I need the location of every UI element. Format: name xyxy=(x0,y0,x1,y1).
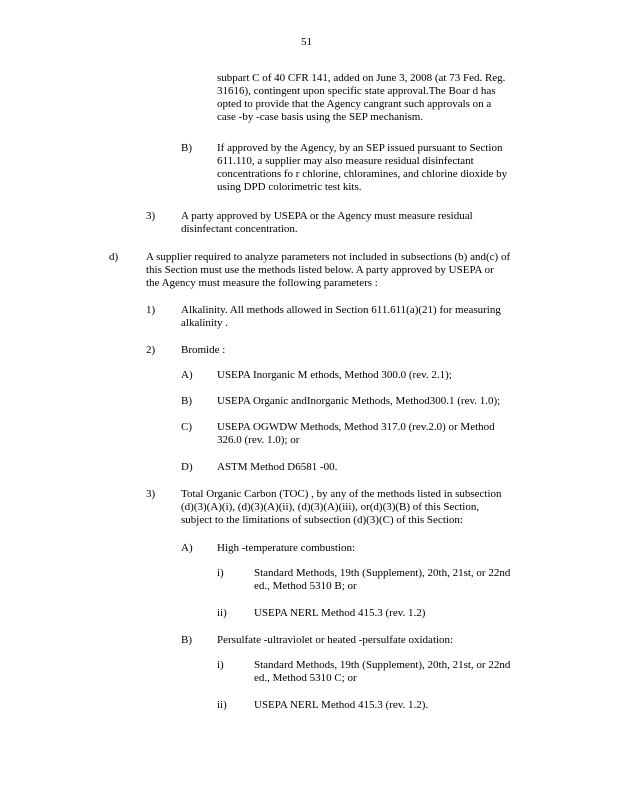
item-label: ii) xyxy=(217,699,227,711)
item-label: 3) xyxy=(146,488,156,500)
text-line: USEPA OGWDW Methods, Method 317.0 (rev.2.0) or Method xyxy=(217,421,495,433)
text-line: concentrations fo r chlorine, chloramines, and chlorine dioxide by xyxy=(217,168,508,180)
item-label: ii) xyxy=(217,607,227,619)
text-line: ed., Method 5310 B; or xyxy=(254,580,357,592)
item-label: i) xyxy=(217,567,224,579)
text-line: 611.110, a supplier may also measure residual disinfectant xyxy=(217,155,474,167)
text-line: opted to provide that the Agency cangrant such approvals on a xyxy=(217,98,492,110)
paragraph-alkalinity xyxy=(181,304,526,330)
paragraph-party-approved xyxy=(181,210,496,236)
item-label: D) xyxy=(181,461,193,473)
text-line: 31616), contingent upon specific state approval.The Boar d has xyxy=(217,85,496,97)
text-line: alkalinity . xyxy=(181,317,229,329)
text-line: case -by -case basis using the SEP mechanism. xyxy=(217,111,424,123)
text-line: Persulfate -ultraviolet or heated -persulfate oxidation: xyxy=(217,634,454,646)
text-line: A party approved by USEPA or the Agency must measure residual xyxy=(181,210,473,222)
text-line: this Section must use the methods listed below. A party approved by USEPA or xyxy=(146,264,494,276)
text-line: ed., Method 5310 C; or xyxy=(254,672,357,684)
method-nerl-415-3-b xyxy=(254,699,428,712)
method-usepa-317 xyxy=(217,421,520,447)
text-line: USEPA Inorganic M ethods, Method 300.0 (rev. 2.1); xyxy=(217,369,452,381)
paragraph-b-sep xyxy=(217,142,530,194)
item-label: 3) xyxy=(146,210,156,222)
section-label-d: d) xyxy=(109,251,119,263)
text-line: 326.0 (rev. 1.0); or xyxy=(217,434,300,446)
item-label: B) xyxy=(181,634,192,646)
method-astm xyxy=(217,461,337,474)
text-line: (d)(3)(A)(i), (d)(3)(A)(ii), (d)(3)(A)(iii), or(d)(3)(B) of this Section, xyxy=(181,501,480,513)
text-line: Bromide : xyxy=(181,344,226,356)
page-number: 51 xyxy=(301,36,312,48)
method-usepa-300 xyxy=(217,369,452,382)
item-label: B) xyxy=(181,142,192,154)
item-label: 1) xyxy=(146,304,156,316)
paragraph-toc xyxy=(181,488,521,527)
text-line: If approved by the Agency, by an SEP issued pursuant to Section xyxy=(217,142,503,154)
method-standard-5310c xyxy=(254,659,531,685)
text-line: USEPA Organic andInorganic Methods, Method300.1 (rev. 1.0); xyxy=(217,395,501,407)
text-line: the Agency must measure the following parameters : xyxy=(146,277,378,289)
text-line: disinfectant concentration. xyxy=(181,223,298,235)
text-line: ASTM Method D6581 -00. xyxy=(217,461,338,473)
text-line: High -temperature combustion: xyxy=(217,542,356,554)
text-line: Total Organic Carbon (TOC) , by any of the methods listed in subsection xyxy=(181,488,502,500)
item-label: C) xyxy=(181,421,192,433)
text-line: subject to the limitations of subsection (d)(3)(C) of this Section: xyxy=(181,514,463,526)
item-label: B) xyxy=(181,395,192,407)
text-line: using DPD colorimetric test kits. xyxy=(217,181,362,193)
item-label: i) xyxy=(217,659,224,671)
text-line: USEPA NERL Method 415.3 (rev. 1.2). xyxy=(254,699,429,711)
method-usepa-300-1 xyxy=(217,395,500,408)
heading-persulfate xyxy=(217,634,453,647)
method-standard-5310b xyxy=(254,567,531,593)
paragraph-subpart-c xyxy=(217,72,530,124)
paragraph-d xyxy=(146,251,541,290)
heading-high-temperature xyxy=(217,542,355,555)
text-line: Alkalinity. All methods allowed in Section 611.611(a)(21) for measuring xyxy=(181,304,501,316)
text-line: Standard Methods, 19th (Supplement), 20th, 21st, or 22nd xyxy=(254,659,511,671)
item-label: A) xyxy=(181,369,193,381)
heading-bromide xyxy=(181,344,225,357)
text-line: A supplier required to analyze parameters not included in subsections (b) and(c) of xyxy=(146,251,511,263)
item-label: 2) xyxy=(146,344,156,356)
text-line: subpart C of 40 CFR 141, added on June 3, 2008 (at 73 Fed. Reg. xyxy=(217,72,506,84)
text-line: Standard Methods, 19th (Supplement), 20th, 21st, or 22nd xyxy=(254,567,511,579)
item-label: A) xyxy=(181,542,193,554)
method-nerl-415-3 xyxy=(254,607,425,620)
text-line: USEPA NERL Method 415.3 (rev. 1.2) xyxy=(254,607,426,619)
